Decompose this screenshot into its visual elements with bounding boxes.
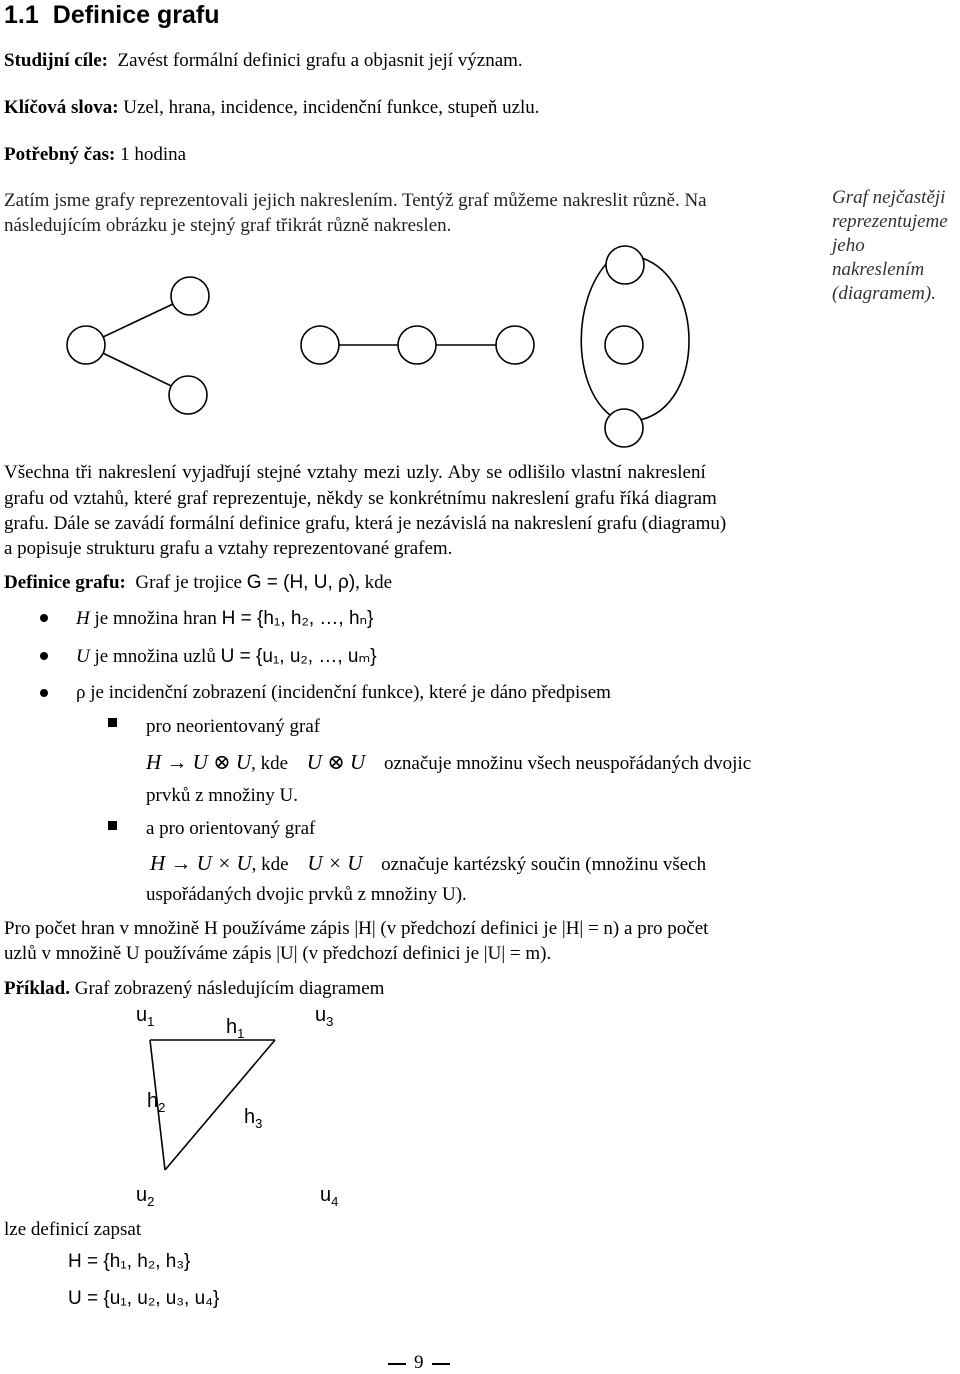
label-u1-sub: 1 [147,1014,155,1029]
definition-suffix: , kde [355,572,393,593]
bullet-dot [40,614,48,622]
bullet-edges [76,606,373,631]
study-goals-label: Studijní cíle: [4,50,108,71]
label-u3-sub: 3 [326,1014,334,1029]
sub1-rest: označuje množinu všech neuspořádaných dvojic [383,753,752,774]
label-h3-sub: 3 [255,1116,263,1131]
drawing-2 [301,326,534,364]
example-intro [4,976,384,1001]
drawing-2-node [496,326,534,364]
drawing-3-node [606,246,644,284]
label-h1-base: h [226,1016,238,1038]
label-h3 [244,1106,262,1131]
para2-line-4: a popisuje strukturu grafu a vztahy reprezentované grafem. [4,538,453,559]
label-u2 [136,1184,154,1209]
drawing-1 [67,277,209,414]
drawing-1-node [169,376,207,414]
keywords-label: Klíčová slova: [4,97,119,118]
result-nodes: U = {u₁, u₂, u₃, u₄} [68,1288,220,1309]
label-u2-base: u [136,1184,148,1206]
para2-line-1: Všechna tři nakreslení vyjadřují stejné vztahy mezi uzly. Aby se odlišilo vlastní nakreslení [4,462,706,483]
section-number: 1.1 [4,1,39,29]
drawing-3-node [605,409,643,447]
label-u3-base: u [315,1004,327,1026]
square-bullet [108,718,117,727]
label-u4 [320,1184,338,1209]
label-u4-sub: 4 [331,1194,339,1209]
count-line-1: Pro počet hran v množině H používáme zápis |H| (v předchozí definici je |H| = n) a pro počet [4,918,709,939]
bullet-nodes-var: U [76,646,90,667]
bullet-incidence-var: ρ [76,682,86,703]
para2-line-3: grafu. Dále se zavádí formální definice grafu, která je nezávislá na nakreslení grafu (diagramu) [4,513,727,534]
label-u1-base: u [136,1004,148,1026]
count-line-2: uzlů v množině U používáme zápis |U| (v předchozí definici je |U| = m). [4,943,552,964]
bullet-incidence [76,680,611,705]
bullet-incidence-text: je incidenční zobrazení (incidenční funkce), které je dáno předpisem [85,682,611,703]
sub2-rest: označuje kartézský součin (množinu všech [381,854,707,875]
drawing-1-node [67,326,105,364]
section-title: Definice grafu [52,1,220,29]
time-text: 1 hodina [120,144,187,165]
label-u3 [315,1004,333,1029]
bullet-nodes [76,644,377,669]
result-edges: H = {h₁, h₂, h₃} [68,1251,191,1272]
margin-note: Graf nejčastěji reprezentujeme jeho nakreslením (diagramem). [832,187,948,304]
sub2-math2: U × U [307,851,363,875]
drawing-3 [581,246,689,447]
label-h2-base: h [147,1090,159,1112]
page-number-value: 9 [414,1352,424,1373]
page-number-dash [388,1363,406,1365]
definition-label: Definice grafu: [4,572,126,593]
sub2-line-2: uspořádaných dvojic prvků z množiny U). [146,884,467,905]
bullet-edges-var: H [76,608,90,629]
sub2-math: H → U × U [150,851,252,875]
label-h2-sub: 2 [158,1100,166,1115]
label-u1 [136,1004,154,1029]
sub1-label: pro neorientovaný graf [146,716,321,737]
sub1-math: H → U ⊗ U [146,750,252,774]
sub1-math2: U ⊗ U [306,750,366,774]
intro-line-1: Zatím jsme grafy reprezentovali jejich nakreslením. Tentýž graf můžeme nakreslit různě. Na [4,190,707,211]
page-number [380,1352,458,1374]
definition [4,570,392,595]
sub1-formula-line [146,750,751,776]
label-u2-sub: 2 [147,1194,155,1209]
bullet-edges-text: je množina hran [89,608,222,629]
sub1-line-2: prvků z množiny U. [146,785,298,806]
bullet-nodes-formula: U = {u₁, u₂, …, uₘ} [220,646,377,667]
drawing-2-node [398,326,436,364]
sub1-kde: , kde [251,753,289,774]
para2-line-2: grafu od vztahů, které graf reprezentuje, někdy se konkrétnímu nakreslení grafu říká diagram [4,488,717,509]
sub2-formula-line [150,851,706,877]
edge-h3 [165,1040,275,1170]
label-u4-base: u [320,1184,332,1206]
drawing-2-node [301,326,339,364]
sub2-kde: , kde [251,854,289,875]
page-number-dash [432,1363,450,1365]
conclusion: lze definicí zapsat [4,1219,142,1240]
sub2-label: a pro orientovaný graf [146,818,316,839]
example-graph [150,1040,275,1170]
keywords-text: Uzel, hrana, incidence, incidenční funkce, stupeň uzlu. [123,97,540,118]
bullet-edges-formula: H = {h₁, h₂, …, hₙ} [221,608,374,629]
intro-line-2: následujícím obrázku je stejný graf třikrát různě nakreslen. [4,215,452,236]
label-h2 [147,1090,165,1115]
time-label: Potřebný čas: [4,144,116,165]
bullet-nodes-text: je množina uzlů [89,646,221,667]
drawing-3-edge [640,258,689,420]
label-h3-base: h [244,1106,256,1128]
example-label: Příklad. [4,978,70,999]
drawing-1-node [171,277,209,315]
label-h1 [226,1016,244,1041]
label-h1-sub: 1 [237,1026,245,1041]
study-goals-text: Zavést formální definici grafu a objasnit její význam. [117,50,523,71]
definition-formula: G = (H, U, ρ) [246,572,356,593]
example-text: Graf zobrazený následujícím diagramem [74,978,385,999]
drawing-3-node [605,326,643,364]
definition-text: Graf je trojice [135,572,242,593]
bullet-dot [40,689,48,697]
square-bullet [108,821,117,830]
bullet-dot [40,652,48,660]
